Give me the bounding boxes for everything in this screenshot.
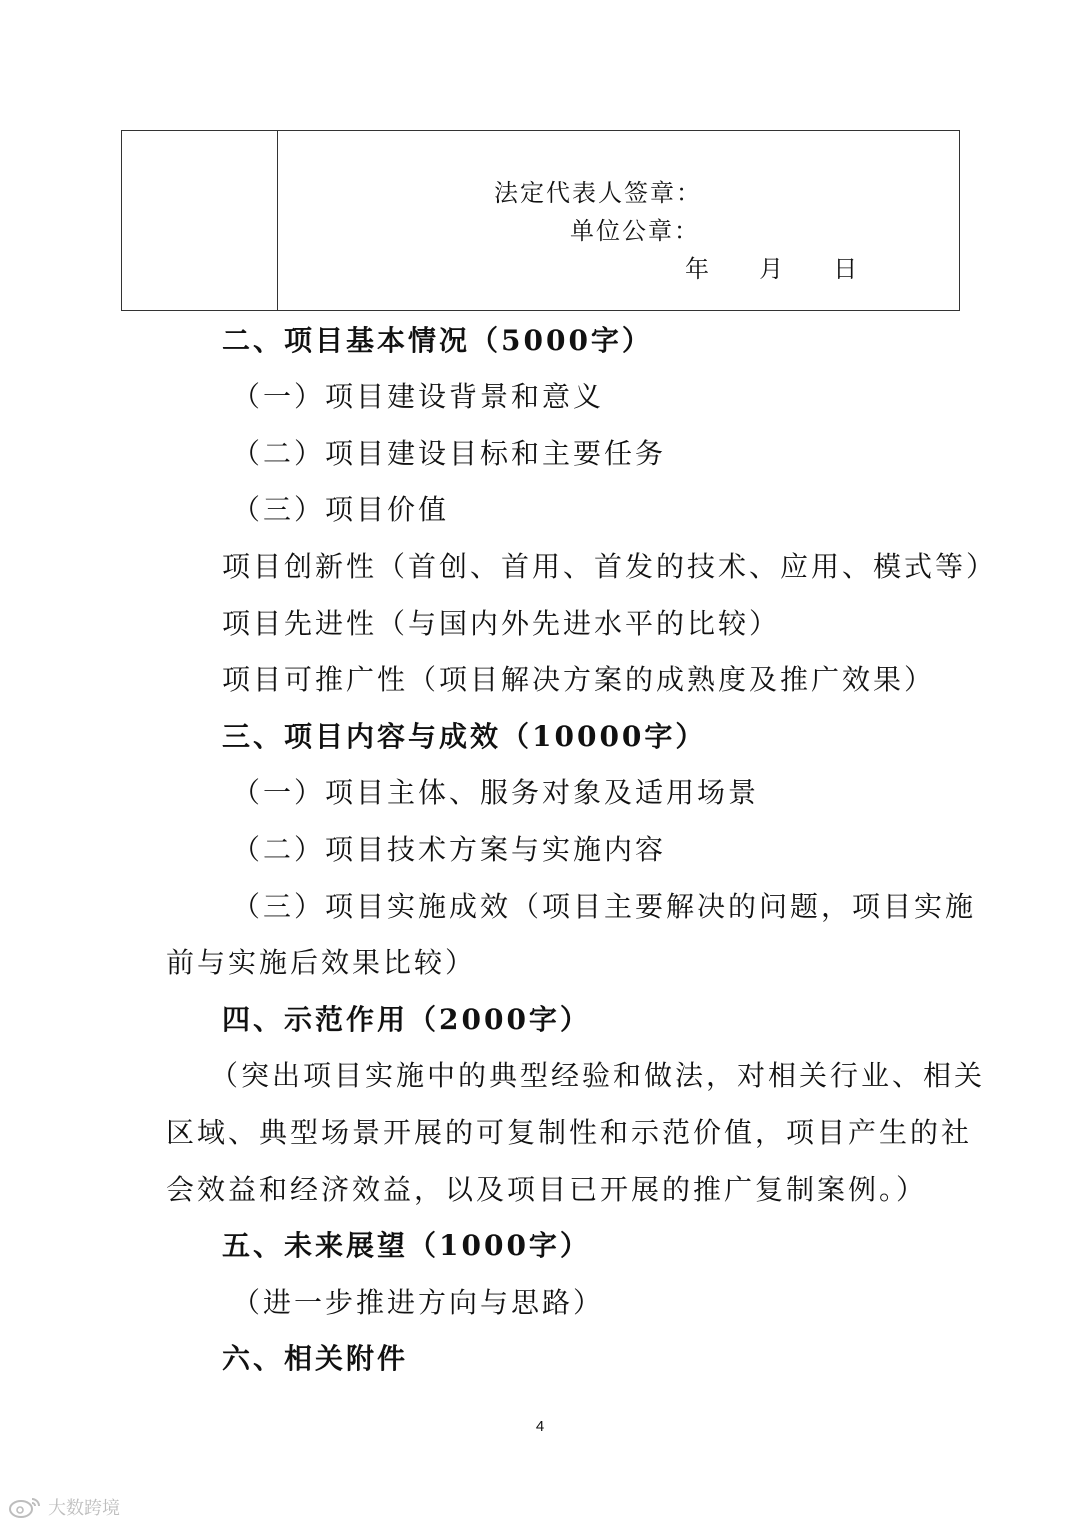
section-heading: 六、相关附件 [222,1342,409,1375]
section-heading: 四、示范作用（2000字） [222,1003,591,1036]
table-column-divider [277,131,278,310]
body-text: 项目可推广性（项目解决方案的成熟度及推广效果） [222,663,936,696]
body-text: 区域、典型场景开展的可复制性和示范价值，项目产生的社 [166,1116,973,1149]
subsection-heading: （三）项目实施成效（项目主要解决的问题，项目实施 [232,890,977,923]
body-text: 项目创新性（首创、首用、首发的技术、应用、模式等） [222,550,998,583]
body-text: 项目先进性（与国内外先进水平的比较） [222,607,781,640]
subsection-heading: （二）项目技术方案与实施内容 [232,833,667,866]
section-heading: 五、未来展望（1000字） [222,1229,591,1262]
body-text: 前与实施后效果比较） [166,946,477,979]
watermark-text: 大数跨境 [48,1498,120,1518]
body-text: 会效益和经济效益，以及项目已开展的推广复制案例。） [166,1173,928,1206]
weibo-logo-icon [8,1495,42,1519]
subsection-heading: （一）项目主体、服务对象及适用场景 [232,776,760,809]
section-heading: 二、项目基本情况（5000字） [222,324,653,357]
section-heading: 三、项目内容与成效（10000字） [222,720,707,753]
subsection-heading: （一）项目建设背景和意义 [232,380,605,413]
body-text: （进一步推进方向与思路） [232,1286,605,1319]
subsection-heading: （二）项目建设目标和主要任务 [232,437,667,470]
page-number: 4 [535,1418,545,1435]
signature-table [121,130,960,311]
body-text: （突出项目实施中的典型经验和做法，对相关行业、相关 [210,1059,986,1092]
legal-representative-signature-label: 法定代表人签章： [494,179,702,207]
watermark [8,1494,120,1520]
company-seal-label: 单位公章： [570,217,700,245]
subsection-heading: （三）项目价值 [232,493,450,526]
date-line: 年 月 日 [685,255,860,283]
